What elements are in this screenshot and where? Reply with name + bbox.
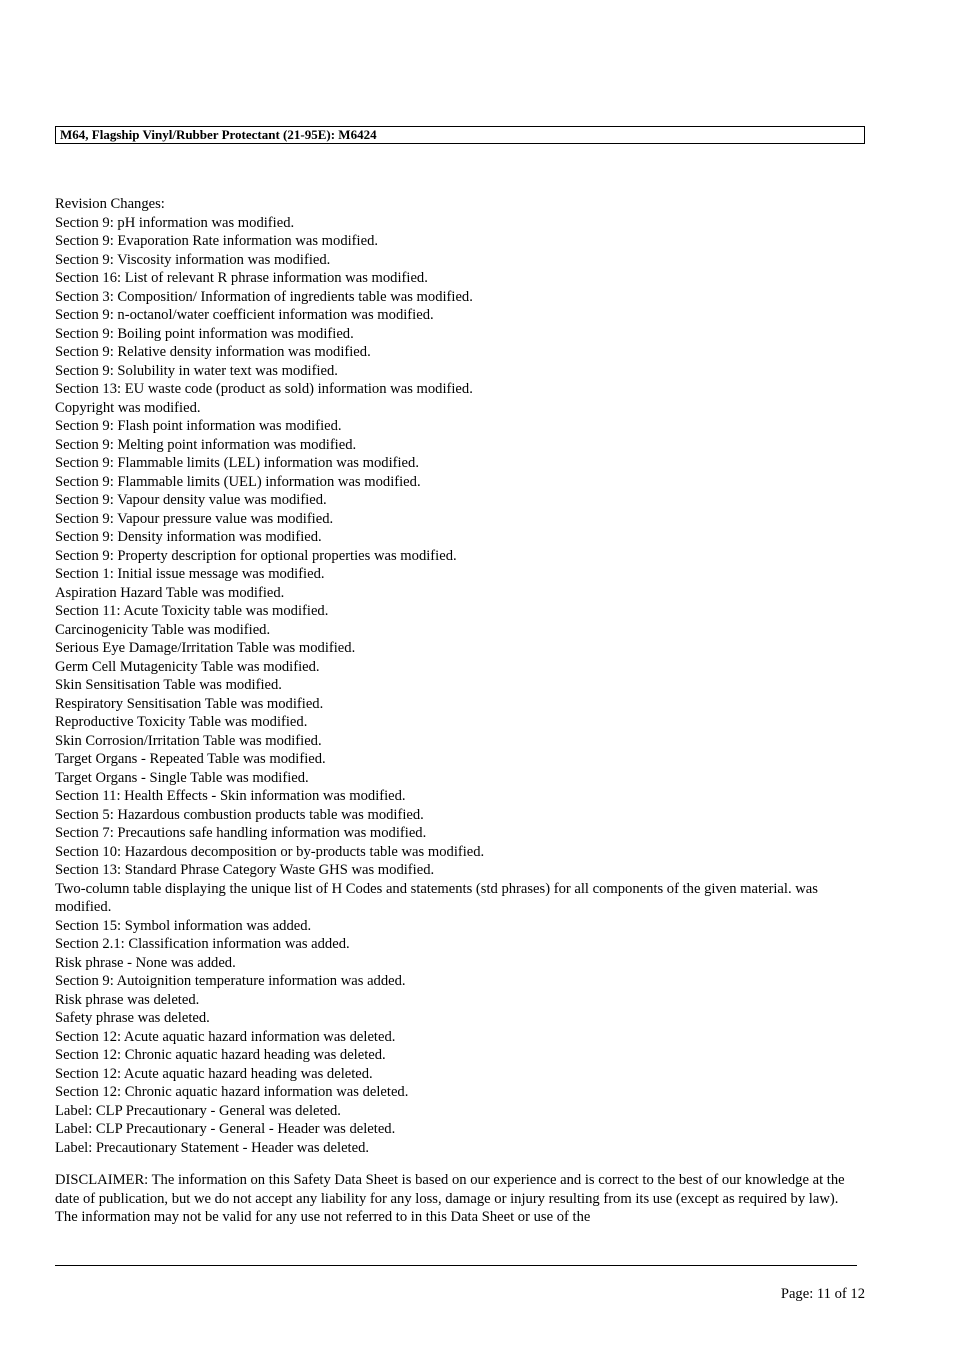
- revision-change-item: Risk phrase was deleted.: [55, 991, 200, 1008]
- revision-change-item: Section 9: Vapour density value was modified.: [55, 492, 327, 508]
- revision-change-item: Section 3: Composition/ Information of ingredients table was modified.: [55, 288, 473, 305]
- revision-change-item: Safety phrase was deleted.: [55, 1010, 210, 1026]
- revision-change-item: Copyright was modified.: [55, 399, 201, 416]
- footer-divider: [55, 1265, 857, 1266]
- revision-change-item: Section 9: Relative density information was modified.: [55, 344, 371, 360]
- revision-change-item: Skin Sensitisation Table was modified.: [55, 677, 282, 693]
- revision-change-item: Section 9: n-octanol/water coefficient information was modified.: [55, 307, 434, 323]
- revision-change-item: Section 7: Precautions safe handling information was modified.: [55, 825, 427, 841]
- revision-change-item: Section 1: Initial issue message was modified.: [55, 566, 325, 582]
- revision-change-item: Section 9: Viscosity information was modified.: [55, 251, 331, 268]
- revision-change-item: Section 15: Symbol information was added.: [55, 917, 312, 934]
- revision-change-item: Section 5: Hazardous combustion products table was modified.: [55, 806, 424, 823]
- revision-change-item: Respiratory Sensitisation Table was modified.: [55, 695, 324, 712]
- revision-change-item: Section 9: Melting point information was modified.: [55, 436, 357, 453]
- revision-change-item: Section 9: Density information was modified.: [55, 529, 322, 545]
- revision-change-item: Label: CLP Precautionary - General - Header was deleted.: [55, 1121, 396, 1137]
- revision-change-item: Section 9: Autoignition temperature information was added.: [55, 973, 406, 989]
- revision-change-item: Risk phrase - None was added.: [55, 954, 236, 971]
- revision-change-item: Section 9: Solubility in water text was modified.: [55, 362, 338, 379]
- revision-change-item: Carcinogenicity Table was modified.: [55, 621, 271, 638]
- revision-change-item: Section 9: Property description for optional properties was modified.: [55, 547, 457, 564]
- revision-change-item: Section 12: Chronic aquatic hazard heading was deleted.: [55, 1047, 386, 1063]
- revision-change-item: Target Organs - Single Table was modified.: [55, 769, 309, 786]
- revision-change-item: Germ Cell Mutagenicity Table was modified.: [55, 658, 320, 675]
- revision-change-item: Reproductive Toxicity Table was modified.: [55, 714, 308, 730]
- revision-change-item: Section 12: Chronic aquatic hazard information was deleted.: [55, 1084, 409, 1100]
- revision-change-item: Two-column table displaying the unique list of H Codes and statements (std phrases) for all components of the given material. was modified.: [55, 880, 818, 915]
- revision-change-item: Section 10: Hazardous decomposition or by-products table was modified.: [55, 843, 485, 860]
- revision-change-item: Aspiration Hazard Table was modified.: [55, 584, 285, 601]
- revision-change-item: Section 11: Acute Toxicity table was modified.: [55, 603, 329, 619]
- revision-change-item: Section 16: List of relevant R phrase information was modified.: [55, 270, 428, 286]
- revision-change-item: Section 2.1: Classification information was added.: [55, 936, 350, 952]
- revision-change-item: Section 11: Health Effects - Skin information was modified.: [55, 788, 406, 804]
- revision-change-item: Label: Precautionary Statement - Header was deleted.: [55, 1139, 370, 1156]
- revision-change-item: Label: CLP Precautionary - General was deleted.: [55, 1102, 341, 1119]
- revision-change-item: Section 9: Flash point information was modified.: [55, 418, 342, 434]
- revision-change-item: Section 13: EU waste code (product as sold) information was modified.: [55, 381, 473, 397]
- revision-change-item: Section 9: Boiling point information was modified.: [55, 325, 354, 342]
- revision-changes-heading: Revision Changes:: [55, 196, 165, 212]
- revision-change-item: Section 9: pH information was modified.: [55, 214, 295, 231]
- revision-change-item: Section 12: Acute aquatic hazard heading was deleted.: [55, 1065, 373, 1082]
- document-title: M64, Flagship Vinyl/Rubber Protectant (21-95E): M6424: [60, 127, 377, 142]
- revision-change-item: Skin Corrosion/Irritation Table was modified.: [55, 732, 322, 749]
- revision-change-item: Section 9: Vapour pressure value was modified.: [55, 510, 334, 527]
- revision-change-item: Section 9: Flammable limits (UEL) information was modified.: [55, 473, 421, 490]
- revision-changes-list: [55, 195, 845, 1157]
- revision-change-item: Serious Eye Damage/Irritation Table was modified.: [55, 640, 356, 656]
- page-number: Page: 11 of 12: [780, 1286, 865, 1302]
- revision-change-item: Section 9: Evaporation Rate information was modified.: [55, 233, 379, 249]
- revision-change-item: Section 12: Acute aquatic hazard information was deleted.: [55, 1028, 396, 1045]
- revision-change-item: Section 13: Standard Phrase Category Waste GHS was modified.: [55, 862, 435, 878]
- revision-change-item: Section 9: Flammable limits (LEL) information was modified.: [55, 455, 419, 471]
- revision-change-item: Target Organs - Repeated Table was modified.: [55, 751, 326, 767]
- disclaimer-text: DISCLAIMER: The information on this Safety Data Sheet is based on our experience and is correct to the best of our knowledge at the date of publication, but we do not accept any liability for any loss, damage or injury resulting from its use (except as required by law). The information may not be valid for any use not referred to in this Data Sheet or use of the: [55, 1172, 845, 1225]
- document-header-box: [55, 126, 865, 144]
